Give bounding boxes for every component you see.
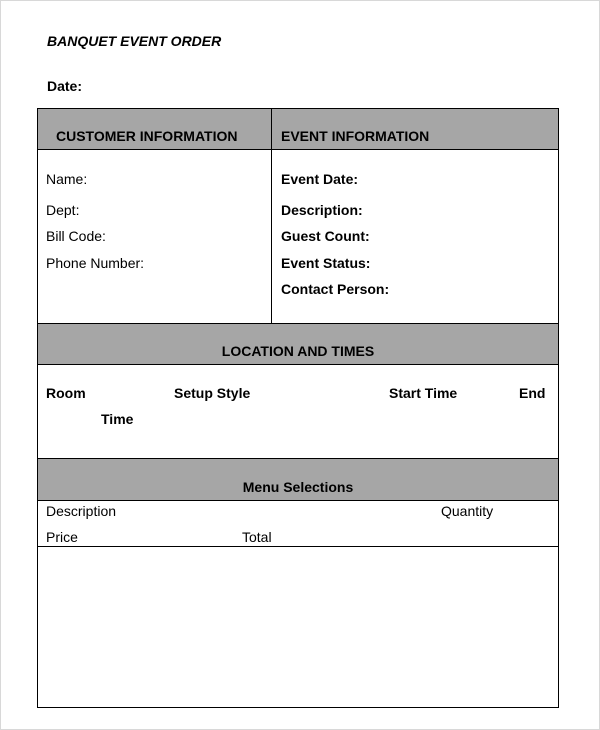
dept-label: Dept: (46, 202, 80, 218)
menu-total-column-label: Total (242, 529, 272, 545)
event-date-label: Event Date: (281, 171, 359, 187)
room-column-label: Room (46, 385, 86, 401)
menu-quantity-column-label: Quantity (441, 503, 494, 519)
location-times-header: LOCATION AND TIMES (221, 343, 375, 359)
bill-code-label: Bill Code: (46, 228, 106, 244)
menu-price-column-label: Price (46, 529, 78, 545)
end-column-label: End (519, 385, 546, 401)
event-description-label: Description: (281, 202, 363, 218)
contact-person-label: Contact Person: (281, 281, 390, 297)
menu-selections-header: Menu Selections (242, 479, 354, 495)
event-info-header: EVENT INFORMATION (281, 128, 430, 144)
start-time-column-label: Start Time (389, 385, 458, 401)
info-column-divider (271, 109, 272, 323)
document-title: BANQUET EVENT ORDER (47, 33, 222, 49)
phone-number-label: Phone Number: (46, 255, 145, 271)
menu-entry-area[interactable] (38, 547, 558, 707)
banquet-order-form (37, 108, 559, 708)
customer-info-header: CUSTOMER INFORMATION (56, 128, 238, 144)
name-label: Name: (46, 171, 88, 187)
setup-style-column-label: Setup Style (174, 385, 251, 401)
event-status-label: Event Status: (281, 255, 371, 271)
menu-description-column-label: Description (46, 503, 117, 519)
guest-count-label: Guest Count: (281, 228, 370, 244)
end-time-continuation-label: Time (101, 411, 134, 427)
date-label: Date: (47, 78, 83, 94)
